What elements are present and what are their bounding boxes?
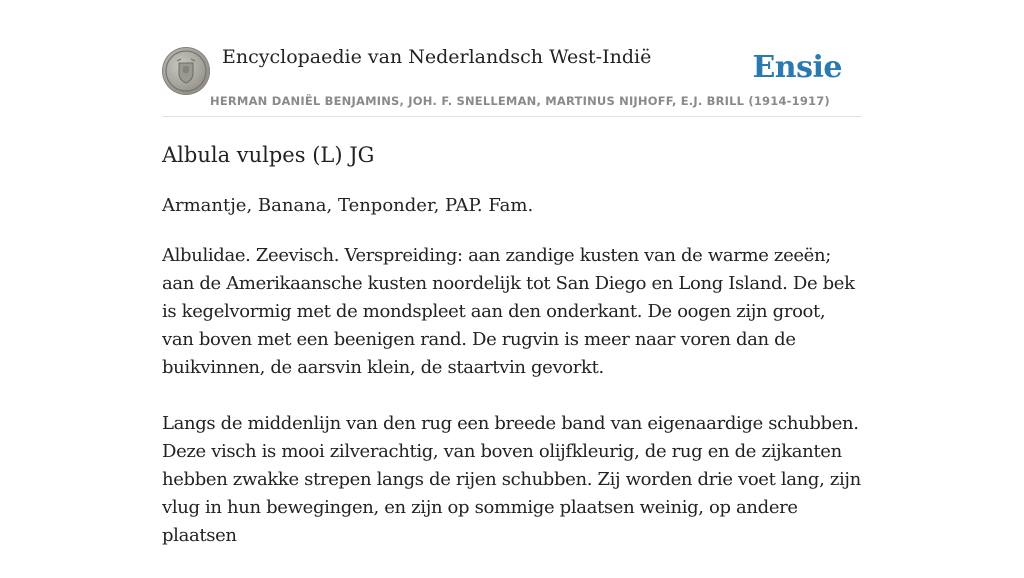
authors-line: HERMAN DANIËL BENJAMINS, JOH. F. SNELLEMAN, MARTINUS NIJHOFF, E.J. BRILL (1914-1917)	[210, 94, 830, 108]
article-title: Albula vulpes (L) JG	[162, 143, 375, 167]
coin-seal-icon[interactable]	[162, 47, 210, 95]
article	[162, 140, 862, 578]
local-names: Armantje, Banana, Tenponder, PAP. Fam.	[162, 195, 534, 216]
site-header	[162, 44, 862, 117]
article-paragraph: Langs de middenlijn van den rug een breede band van eigenaardige schubben. Deze visch is mooi zilverachtig, van boven olijfkleurig, de rug en de zijkanten hebben zwakke strepen langs de rijen schubben. Zij worden drie voet lang, zijn vlug in hun bewegingen, en zijn op sommige plaatsen weinig, op andere plaatsen	[162, 413, 861, 546]
article-paragraph: Albulidae. Zeevisch. Verspreiding: aan zandige kusten van de warme zeeën; aan de Amerikaansche kusten noordelijk tot San Diego en Long Island. De bek is kegelvormig met de mondspleet aan den onderkant. De oogen zijn groot, van boven met een beenigen rand. De rugvin is meer naar voren dan de buikvinnen, de aarsvin klein, de staartvin gevorkt.	[162, 245, 855, 378]
brand-logo[interactable]: Ensie	[752, 50, 842, 85]
site-title[interactable]: Encyclopaedie van Nederlandsch West-Indië	[222, 46, 652, 68]
